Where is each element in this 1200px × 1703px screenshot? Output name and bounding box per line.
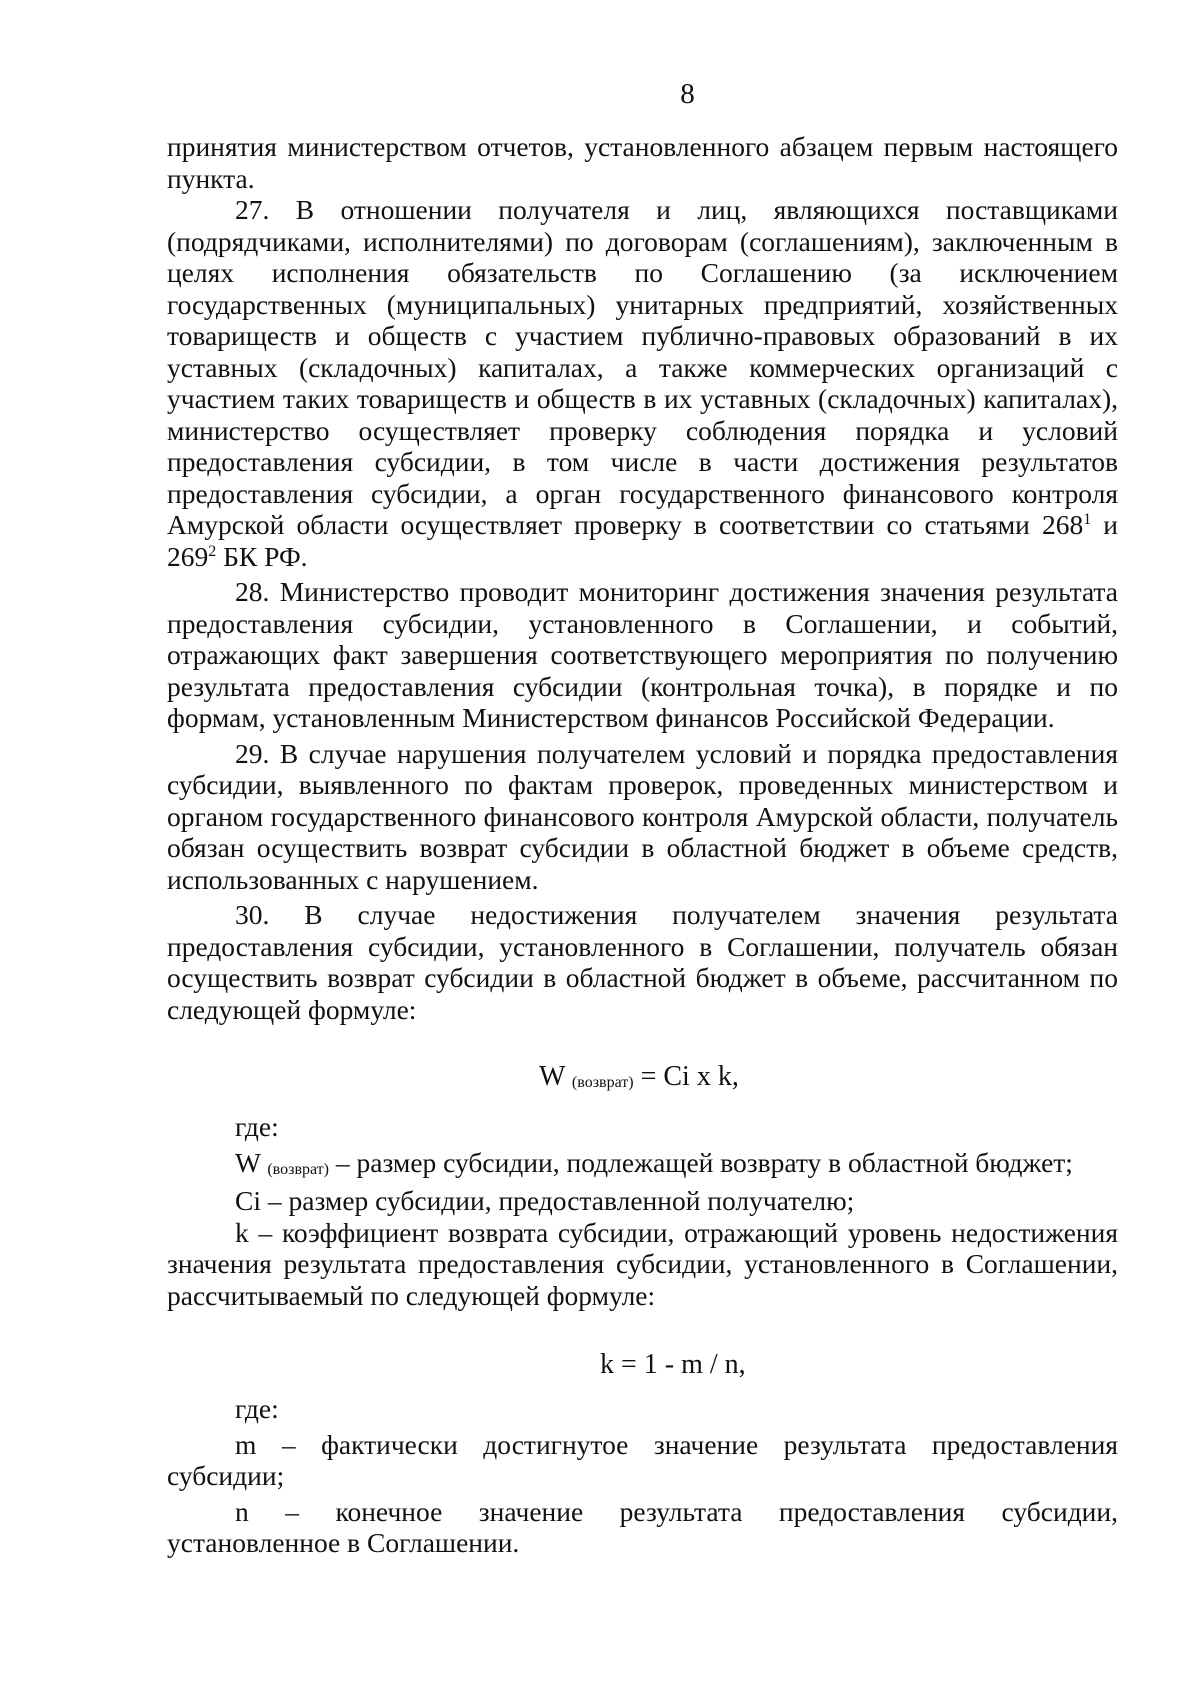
footnote-sup-1: 1 xyxy=(1083,510,1092,528)
paragraph-30: 30. В случае недостижения получателем значения результата предоставления субсидии, установленного в Соглашении, получатель обязан осуществить возврат субсидии в областной бюджет в объеме, рассчитанном по следующей формуле: xyxy=(167,899,1118,1025)
formula-refund xyxy=(167,1061,1118,1099)
formula-coefficient: k = 1 - m / n, xyxy=(600,1349,746,1380)
page-number: 8 xyxy=(680,78,695,110)
paragraph-continuation: принятия министерством отчетов, установленного абзацем первым настоящего пункта. xyxy=(167,131,1118,194)
footnote-sup-2: 2 xyxy=(208,542,217,560)
definition-k: k – коэффициент возврата субсидии, отражающий уровень недостижения значения результата предоставления субсидии, установленного в Соглашении, рассчитываемый по следующей формуле: xyxy=(167,1216,1118,1311)
formula-refund-lhs: W xyxy=(539,1061,565,1092)
definition-w xyxy=(167,1147,1118,1186)
paragraph-28: 28. Министерство проводит мониторинг достижения значения результата предоставления субсидии, установленного в Соглашении, и событий, отражающих факт завершения соответствующего мероприятия по получению результата предоставления субсидии (контрольная точка), в порядке и по формам, установленным Министерством финансов Российской Федерации. xyxy=(167,576,1118,733)
where-label-2: где: xyxy=(235,1393,279,1424)
formula-refund-rhs: = Ci x k, xyxy=(633,1061,739,1092)
definition-w-sub: (возврат) xyxy=(267,1160,329,1178)
definition-m: m – фактически достигнутое значение результата предоставления субсидии; xyxy=(167,1428,1118,1491)
definition-ci: Ci – размер субсидии, предоставленной получателю; xyxy=(235,1185,855,1216)
definition-w-symbol: W xyxy=(235,1146,261,1178)
definition-n: n – конечное значение результата предоставления субсидии, установленное в Соглашении. xyxy=(167,1495,1118,1558)
paragraph-27-end: БК РФ. xyxy=(216,540,308,572)
formula-refund-lhs-sub: (возврат) xyxy=(571,1074,634,1091)
paragraph-27 xyxy=(167,194,1118,572)
paragraph-27-mid: и 269 xyxy=(167,509,1119,572)
definition-w-text: – размер субсидии, подлежащей возврату в областной бюджет; xyxy=(329,1146,1073,1178)
paragraph-27-text: 27. В отношении получателя и лиц, являющихся поставщиками (подрядчиками, исполнителями) по договорам (соглашениям), заключенным в целях исполнения обязательств по Соглашению (за исключением государственных (муниципальных) унитарных предприятий, хозяйственных товариществ и обществ с участием публично-правовых образований в их уставных (складочных) капиталах, а также коммерческих организаций с участием таких товариществ и обществ в их уставных (складочных) капиталах), министерство осуществляет проверку соблюдения порядка и условий предоставления субсидии, в том числе в части достижения результатов предоставления субсидии, а орган государственного финансового контроля Амурской области осуществляет проверку в соответствии со статьями 268 xyxy=(167,194,1118,540)
where-label-1: где: xyxy=(235,1111,279,1142)
paragraph-29: 29. В случае нарушения получателем условий и порядка предоставления субсидии, выявленного по фактам проверок, проведенных министерством и органом государственного финансового контроля Амурской области, получатель обязан осуществить возврат субсидии в областной бюджет в объеме средств, использованных с нарушением. xyxy=(167,737,1118,895)
